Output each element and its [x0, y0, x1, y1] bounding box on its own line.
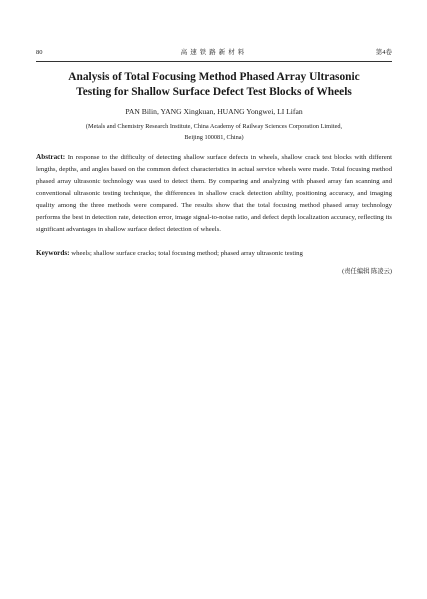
author-list: PAN Bilin, YANG Xingkuan, HUANG Yongwei, LI Lifan — [125, 107, 303, 116]
running-header — [36, 47, 392, 59]
header-divider — [36, 61, 392, 62]
title-line-1: Analysis of Total Focusing Method Phased Array Ultrasonic — [68, 71, 360, 83]
abstract-label: Abstract: — [36, 153, 66, 161]
abstract-text: In response to the difficulty of detecting shallow surface defects in wheels, shallow crack test blocks with different lengths, depths, and angles based on the common defect characteristics in actual service wheels were made. Total focusing method phased array ultrasonic technology was used to detect them. By comparing and analyzing with phased array fan scanning and conventional ultrasonic testing technique, the differences in shallow crack detection ability, positioning accuracy, and imaging quality among the three methods were compared. The results show that the total focusing method phased array technology performs the best in detection rate, detection error, image signal-to-noise ratio, and defect depth localization accuracy, reflecting its significant advantages in shallow surface defect detection of wheels. — [36, 154, 392, 233]
volume-label: 第4卷 — [375, 49, 392, 56]
page-number: 80 — [36, 49, 43, 56]
abstract — [36, 151, 392, 236]
affiliation-line-1: (Metals and Chemistry Research Institute, China Academy of Railway Sciences Corporation Limited, — [85, 123, 343, 130]
keywords — [36, 247, 392, 260]
affiliation-line-2: Beijing 100081, China) — [184, 133, 244, 141]
keywords-text: wheels; shallow surface cracks; total focusing method; phased array ultrasonic testing — [71, 250, 303, 257]
paper-title — [36, 70, 392, 100]
affiliation — [50, 122, 378, 143]
keywords-label: Keywords: — [36, 249, 70, 257]
journal-name: 高速铁路新材料 — [180, 49, 248, 56]
title-line-2: Testing for Shallow Surface Defect Test Blocks of Wheels — [76, 86, 352, 98]
responsible-editor: (责任编辑 陈凌云) — [342, 268, 392, 275]
